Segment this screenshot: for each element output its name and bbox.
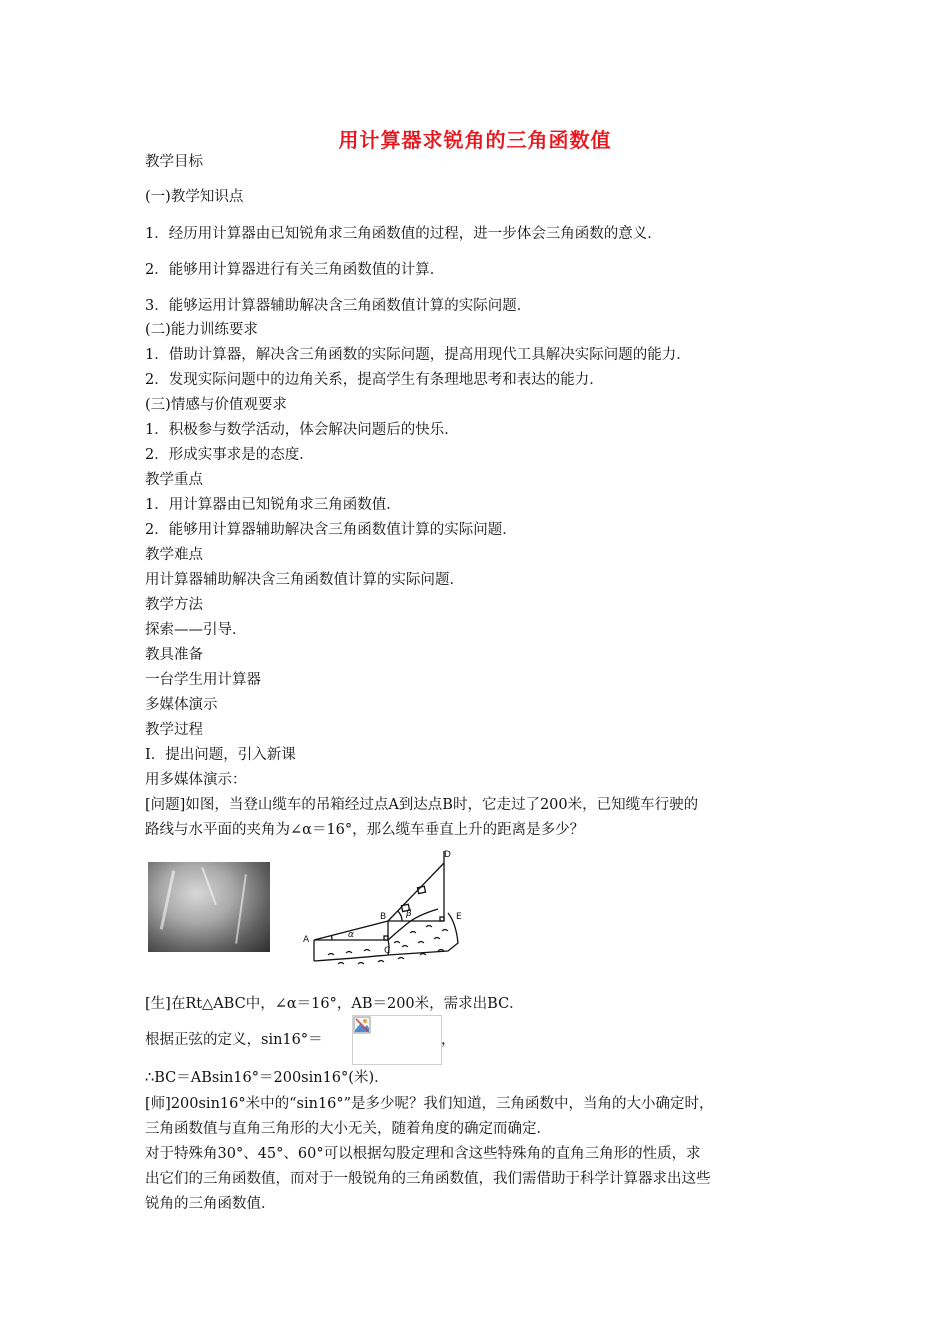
text-line: 探索——引导． bbox=[145, 622, 247, 638]
text-line: 出它们的三角函数值，而对于一般锐角的三角函数值，我们需借助于科学计算器求出这些 bbox=[145, 1171, 711, 1187]
text-line: 锐角的三角函数值． bbox=[145, 1196, 276, 1212]
page-title: 用计算器求锐角的三角函数值 bbox=[338, 128, 612, 152]
label-c: C bbox=[384, 946, 391, 956]
label-a: A bbox=[303, 935, 310, 945]
label-b: B bbox=[380, 912, 387, 922]
section-heading: 教学方法 bbox=[145, 597, 203, 613]
text-line: 2．发现实际问题中的边角关系，提高学生有条理地思考和表达的能力． bbox=[145, 372, 604, 388]
section-heading: 教学目标 bbox=[145, 154, 203, 170]
text-line: 对于特殊角30°、45°、60°可以根据勾股定理和含这些特殊角的直角三角形的性质，求 bbox=[145, 1146, 701, 1162]
text-line: 多媒体演示 bbox=[145, 697, 218, 713]
subsection-heading: (三)情感与价值观要求 bbox=[145, 397, 287, 413]
section-heading: 教学难点 bbox=[145, 547, 203, 563]
cable-car-photo bbox=[148, 862, 270, 952]
broken-image-icon bbox=[353, 1016, 371, 1034]
text-line: 三角函数值与直角三角形的大小无关，随着角度的确定而确定． bbox=[145, 1121, 551, 1137]
sine-definition-line: 根据正弦的定义，sin16°＝ bbox=[145, 1032, 323, 1048]
text-line: 3．能够运用计算器辅助解决含三角函数值计算的实际问题． bbox=[145, 298, 532, 314]
text-line: 1．借助计算器，解决含三角函数的实际问题，提高用现代工具解决实际问题的能力． bbox=[145, 347, 691, 363]
label-d: D bbox=[444, 850, 451, 860]
label-beta: β bbox=[406, 909, 412, 919]
text-line: 1．用计算器由已知锐角求三角函数值． bbox=[145, 497, 401, 513]
text-line: 一台学生用计算器 bbox=[145, 672, 261, 688]
text-line: 1．积极参与数学活动，体会解决问题后的快乐． bbox=[145, 422, 459, 438]
text-line: 2．形成实事求是的态度． bbox=[145, 447, 314, 463]
teacher-line: [师]200sin16°米中的“sin16°”是多少呢？我们知道，三角函数中，当角的大小确定时， bbox=[145, 1096, 714, 1112]
text-line: 2．能够用计算器辅助解决含三角函数值计算的实际问题． bbox=[145, 522, 517, 538]
section-heading: 教学过程 bbox=[145, 722, 203, 738]
text-line: 2．能够用计算器进行有关三角函数值的计算． bbox=[145, 262, 445, 278]
text-line: 用多媒体演示： bbox=[145, 772, 247, 788]
section-heading: 教学重点 bbox=[145, 472, 203, 488]
punctuation: ， bbox=[441, 1032, 456, 1048]
text-line: 用计算器辅助解决含三角函数值计算的实际问题． bbox=[145, 572, 464, 588]
subsection-heading: (二)能力训练要求 bbox=[145, 322, 258, 338]
problem-line: [问题]如图，当登山缆车的吊箱经过点A到达点B时，它走过了200米，已知缆车行驶的 bbox=[145, 797, 699, 813]
problem-line: 路线与水平面的夹角为∠α＝16°，那么缆车垂直上升的距离是多少？ bbox=[145, 822, 585, 838]
broken-image-placeholder bbox=[352, 1015, 442, 1065]
cable-car-diagram bbox=[298, 843, 476, 973]
text-line: ∴BC＝ABsin16°＝200sin16°(米)． bbox=[145, 1070, 389, 1086]
label-e: E bbox=[456, 912, 462, 922]
section-heading: 教具准备 bbox=[145, 647, 203, 663]
text-line: 1．经历用计算器由已知锐角求三角函数值的过程，进一步体会三角函数的意义． bbox=[145, 226, 662, 242]
subsection-heading: Ⅰ．提出问题，引入新课 bbox=[145, 747, 296, 763]
subsection-heading: (一)教学知识点 bbox=[145, 189, 244, 205]
label-alpha: α bbox=[348, 930, 354, 940]
student-line: [生]在Rt△ABC中，∠α＝16°，AB＝200米，需求出BC． bbox=[145, 996, 524, 1012]
